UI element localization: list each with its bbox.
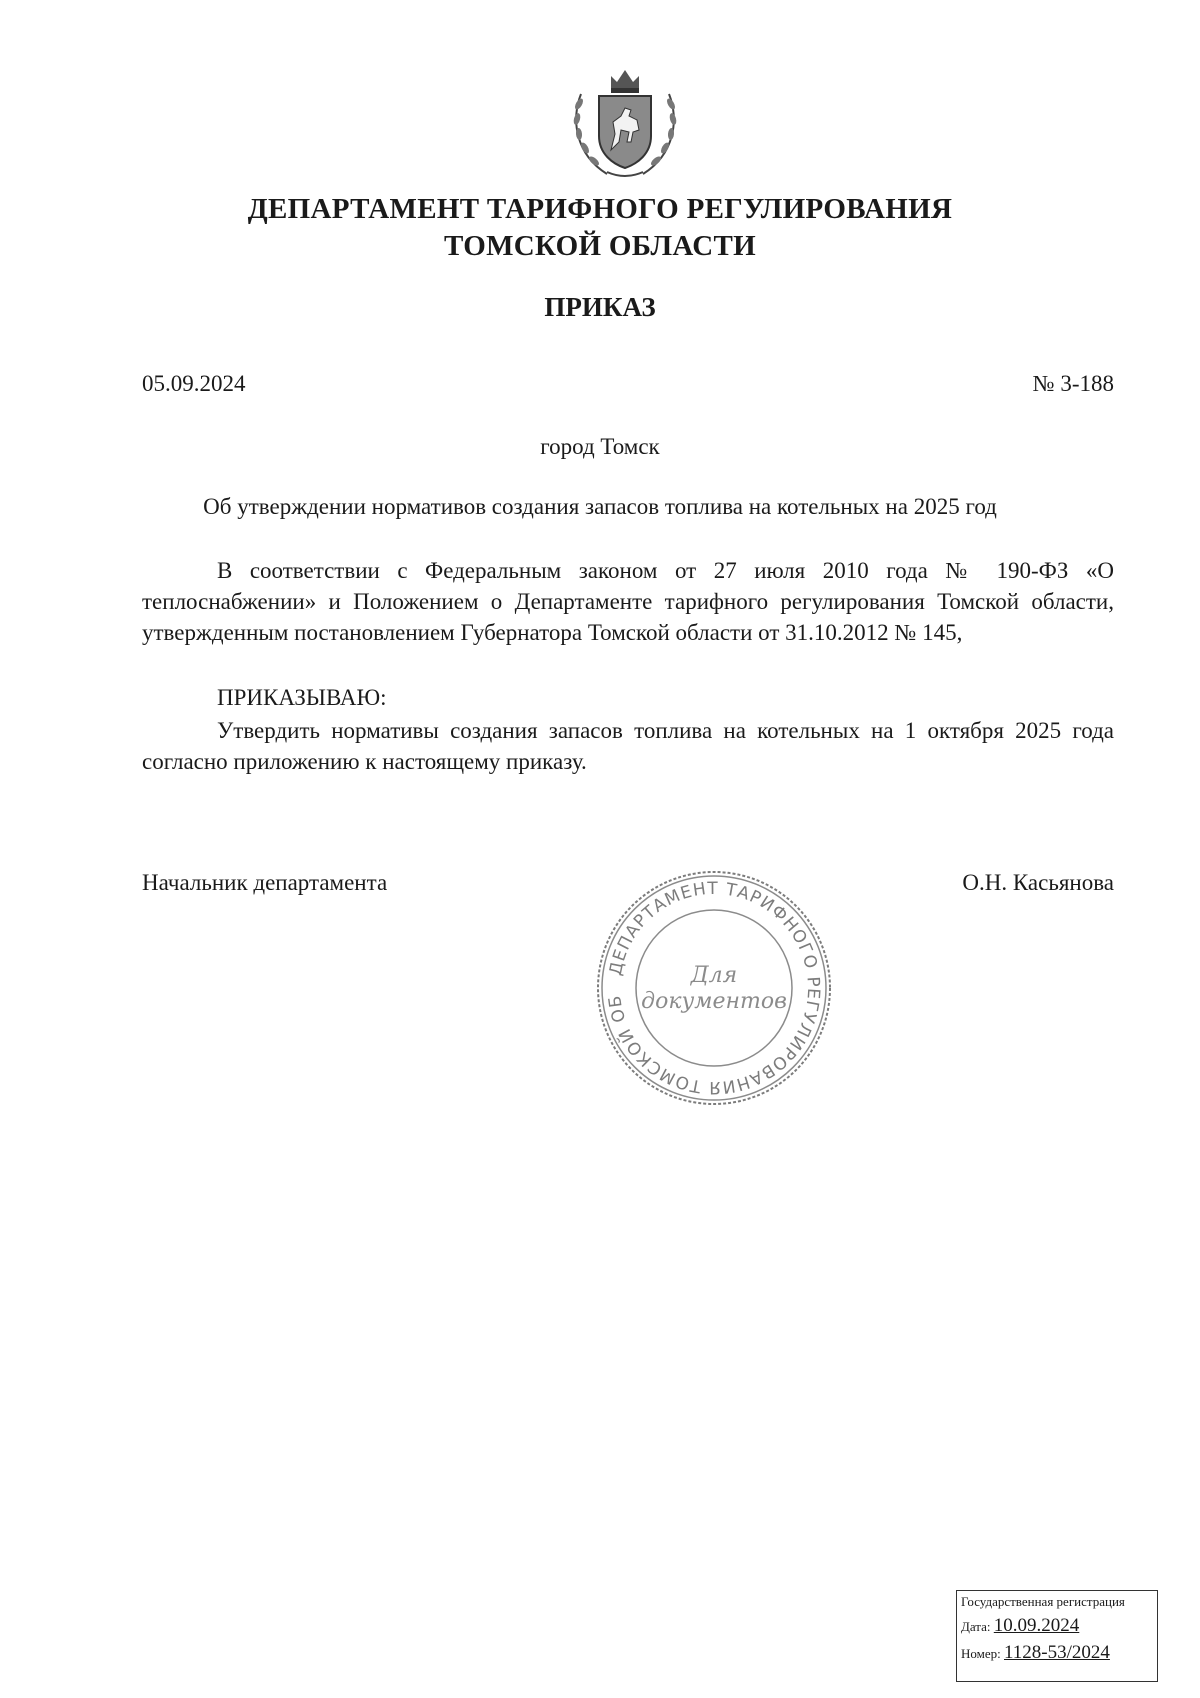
state-registration-box <box>956 1590 1158 1682</box>
coat-of-arms-icon <box>567 64 683 182</box>
department-name-line1: ДЕПАРТАМЕНТ ТАРИФНОГО РЕГУЛИРОВАНИЯ <box>247 193 953 225</box>
order-date: 05.09.2024 <box>142 371 246 396</box>
signatory-position: Начальник департамента <box>142 870 388 895</box>
registration-date-row <box>961 1613 1157 1640</box>
basis-paragraph: В соответствии с Федеральным законом от 27 июля 2010 года № 190-ФЗ «О теплоснабжении» и Положением о Департаменте тарифного регулирования Томской области, утвержденным постановлением Губернатора Томской области от 31.10.2012 № 145, <box>142 558 1114 645</box>
registration-number-row <box>961 1640 1157 1667</box>
document-type-title: ПРИКАЗ <box>544 292 656 322</box>
registration-date-label: Дата: <box>961 1619 991 1634</box>
seal-ring-text: ДЕПАРТАМЕНТ ТАРИФНОГО РЕГУЛИРОВАНИЯ ТОМСКОЙ ОБ <box>605 878 824 1098</box>
registration-number-value: 1128-53/2024 <box>1004 1642 1110 1663</box>
order-subject: Об утверждении нормативов создания запасов топлива на котельных на 2025 год <box>203 494 997 519</box>
registration-date-value: 10.09.2024 <box>993 1615 1080 1636</box>
city-line: город Томск <box>540 434 660 459</box>
order-number: № 3-188 <box>1032 371 1114 396</box>
decree-paragraph: Утвердить нормативы создания запасов топлива на котельных на 1 октября 2025 года согласно приложению к настоящему приказу. <box>142 718 1114 774</box>
department-name-line2: ТОМСКОЙ ОБЛАСТИ <box>444 230 756 262</box>
registration-title: Государственная регистрация <box>961 1594 1125 1609</box>
signatory-name: О.Н. Касьянова <box>962 870 1114 895</box>
official-seal-stamp <box>594 868 834 1108</box>
seal-center-line2: документов <box>641 989 787 1014</box>
seal-center-line1: Для <box>690 963 738 988</box>
order-word: ПРИКАЗЫВАЮ: <box>217 685 387 710</box>
registration-number-label: Номер: <box>961 1646 1001 1661</box>
